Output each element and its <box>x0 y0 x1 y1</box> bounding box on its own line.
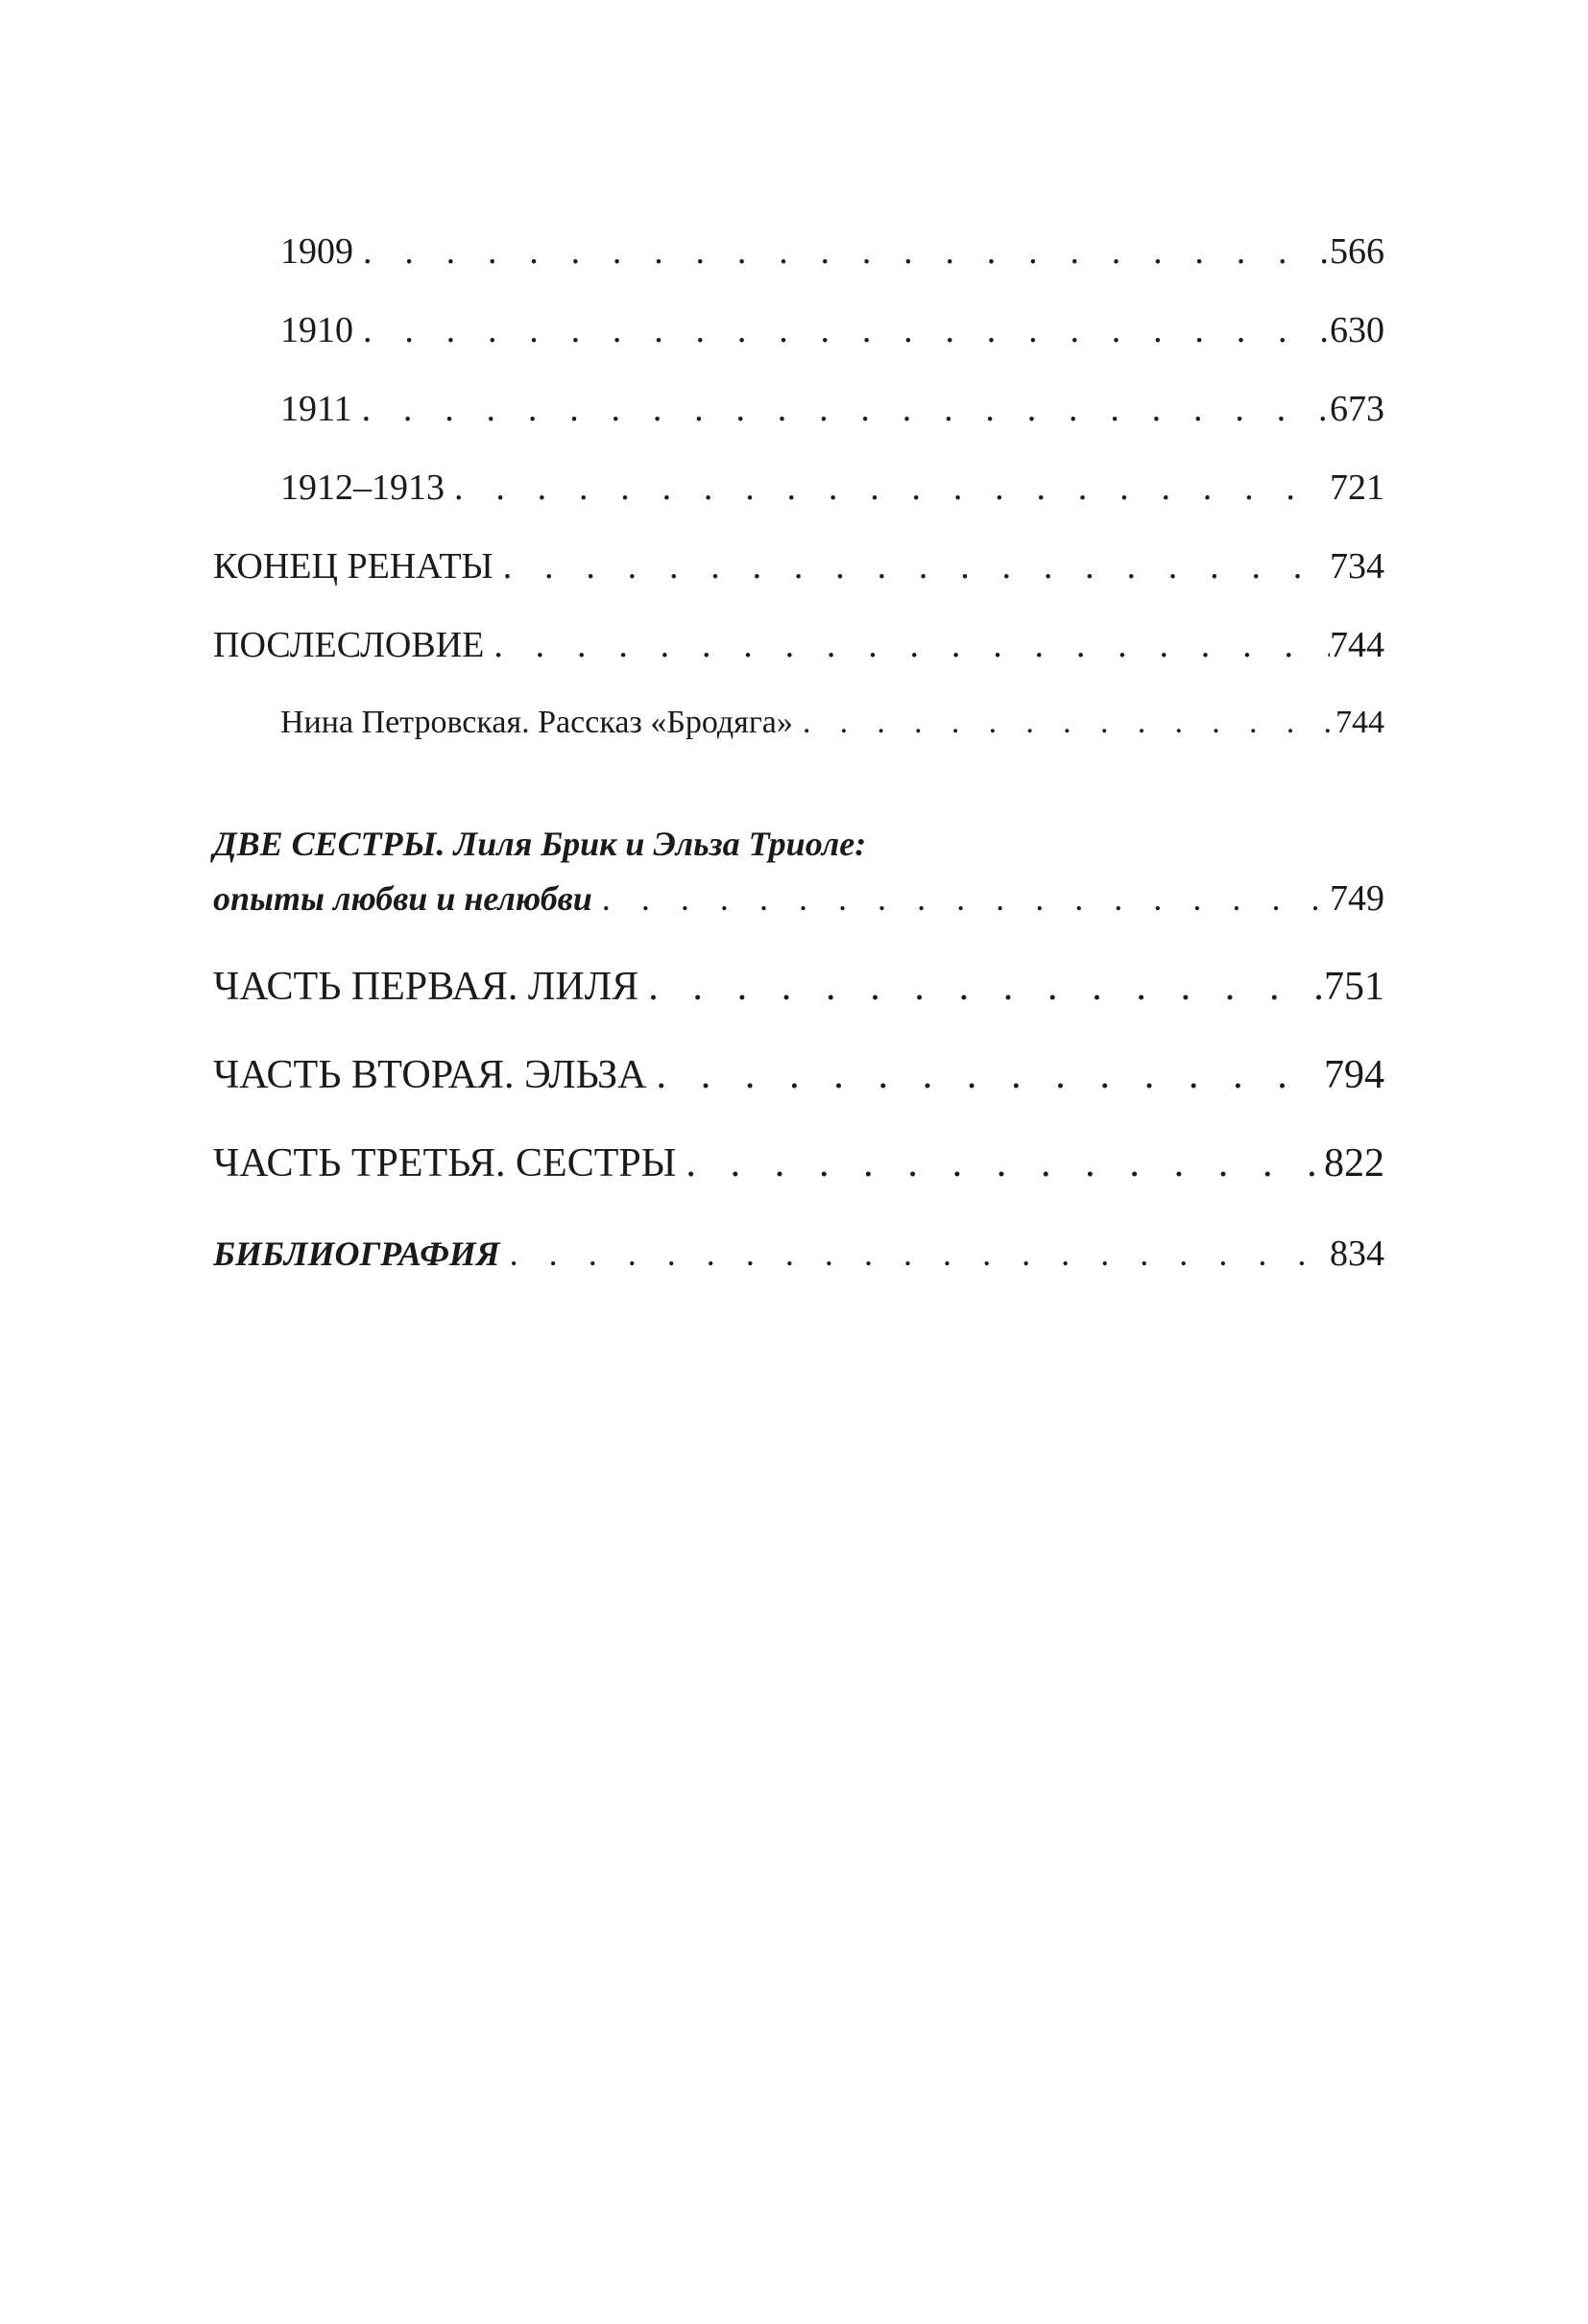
toc-part-label: ЧАСТЬ ТРЕТЬЯ. СЕСТРЫ <box>213 1141 677 1186</box>
dot-leader <box>445 467 1330 509</box>
toc-entry-label: Нина Петровская. Рассказ «Бродяга» <box>280 705 793 740</box>
dot-leader <box>647 1052 1325 1098</box>
dot-leader <box>676 1140 1324 1186</box>
toc-entry-page: 822 <box>1324 1141 1384 1186</box>
toc-entry-1911[interactable] <box>280 388 1384 430</box>
toc-part-label: ЧАСТЬ ПЕРВАЯ. ЛИЛЯ <box>213 965 639 1009</box>
dot-leader <box>500 1234 1330 1274</box>
toc-entry-dve-sestry[interactable] <box>213 877 1384 920</box>
dot-leader <box>352 388 1330 430</box>
toc-entry-page: 734 <box>1330 546 1384 587</box>
book-title-line1: ДВЕ СЕСТРЫ. Лиля Брик и Эльза Триоле: <box>213 825 867 863</box>
toc-entry-page: 673 <box>1330 389 1384 429</box>
dot-leader <box>484 624 1330 666</box>
toc-entry-label: 1909 <box>280 231 353 272</box>
toc-entry-page: 630 <box>1330 310 1384 350</box>
toc-entry-page: 749 <box>1330 878 1384 919</box>
toc-entry-part-1[interactable] <box>213 964 1384 1010</box>
toc-entry-bibliography[interactable] <box>213 1233 1384 1275</box>
toc-part-label: ЧАСТЬ ВТОРАЯ. ЭЛЬЗА <box>213 1053 647 1097</box>
toc-entry-page: 751 <box>1324 965 1384 1009</box>
book-title-line2: опыты любви и нелюбви <box>213 879 592 918</box>
toc-entry-posleslovie[interactable] <box>213 624 1384 666</box>
toc-entry-label: 1910 <box>280 310 353 350</box>
dot-leader <box>353 309 1330 351</box>
toc-entry-part-3[interactable] <box>213 1140 1384 1186</box>
dot-leader <box>353 230 1330 273</box>
toc-entry-page: 744 <box>1335 705 1384 740</box>
toc-entry-part-2[interactable] <box>213 1052 1384 1098</box>
toc-entry-1910[interactable] <box>280 309 1384 351</box>
toc-entry-page: 794 <box>1324 1053 1384 1097</box>
toc-entry-label: КОНЕЦ РЕНАТЫ <box>213 546 493 587</box>
toc-entry-page: 834 <box>1330 1234 1384 1274</box>
toc-entry-konets-renaty[interactable] <box>213 545 1384 587</box>
toc-entry-label: 1912–1913 <box>280 467 445 508</box>
dot-leader <box>592 878 1330 919</box>
toc-entry-page: 721 <box>1330 467 1384 508</box>
toc-entry-1912-1913[interactable] <box>280 467 1384 509</box>
dot-leader <box>793 705 1335 741</box>
toc-bibliography-label: БИБЛИОГРАФИЯ <box>213 1234 500 1273</box>
toc-entry-1909[interactable] <box>280 230 1384 273</box>
toc-entry-brodyaga[interactable] <box>280 705 1384 741</box>
dot-leader <box>493 545 1330 587</box>
toc-entry-label: 1911 <box>280 389 352 429</box>
dot-leader <box>638 964 1324 1010</box>
toc-entry-page: 744 <box>1330 625 1384 665</box>
toc-entry-page: 566 <box>1330 231 1384 272</box>
toc-entry-label: ПОСЛЕСЛОВИЕ <box>213 625 485 665</box>
